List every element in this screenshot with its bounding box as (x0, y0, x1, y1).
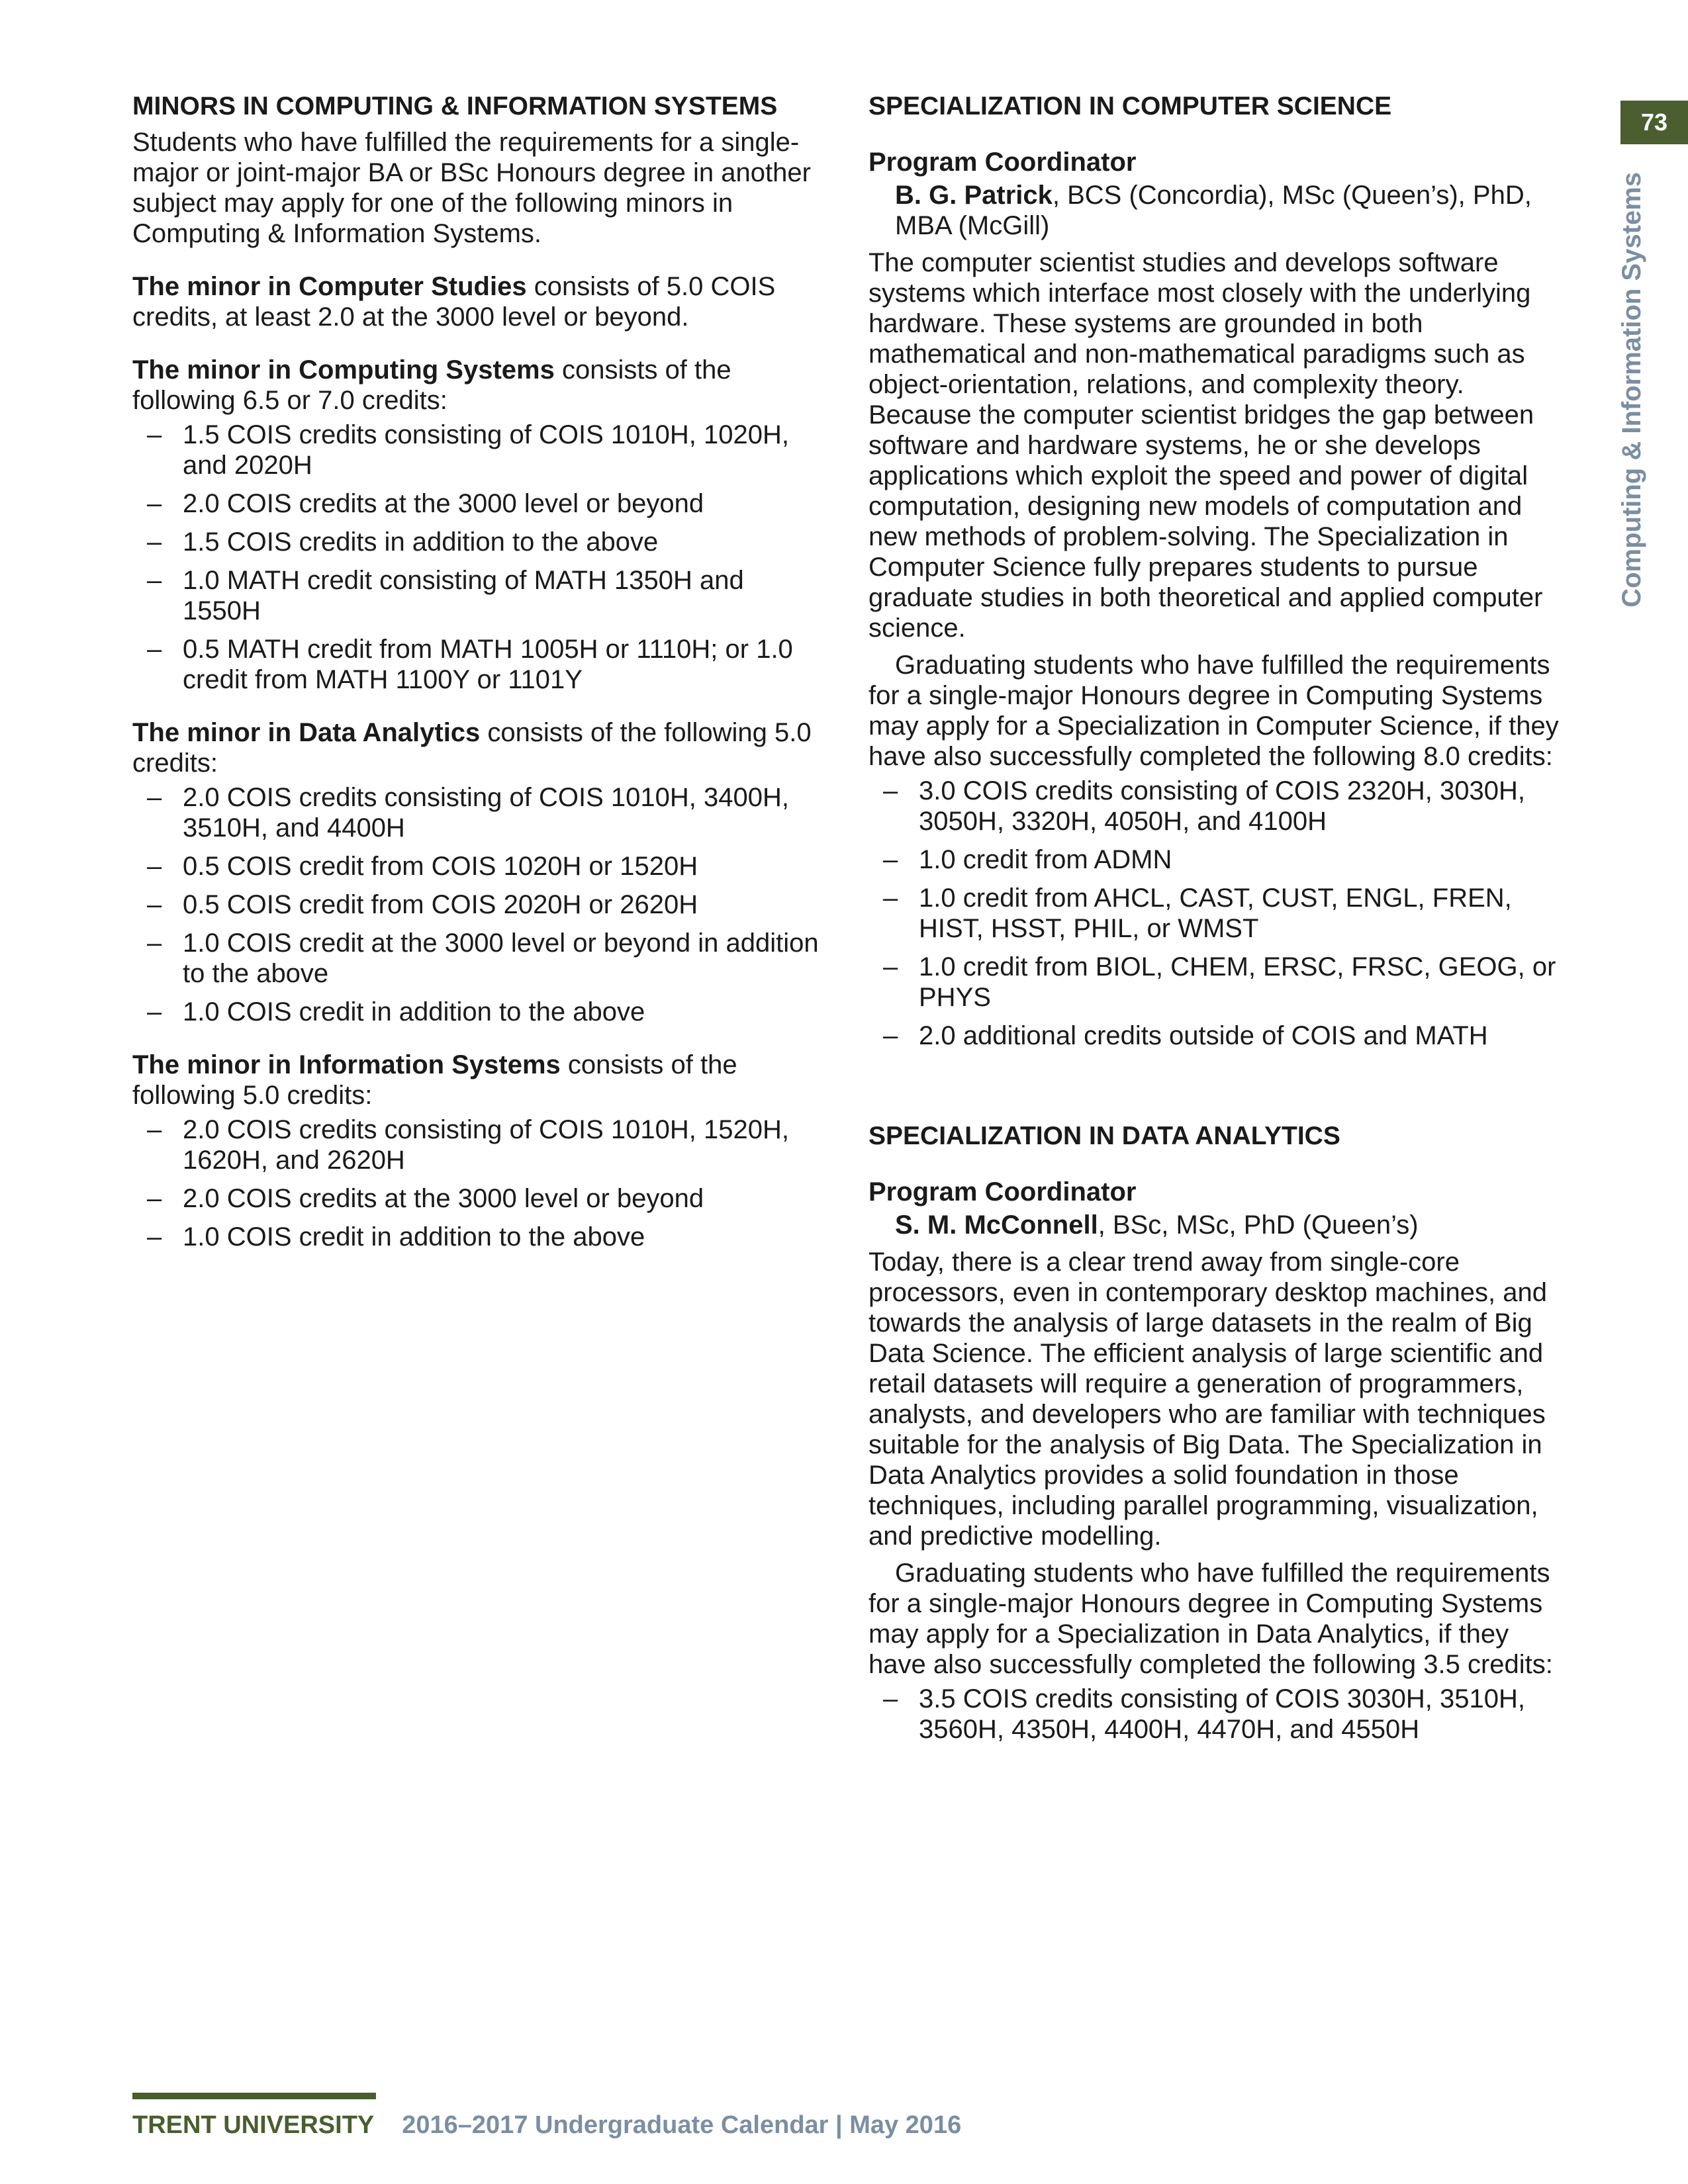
list-item: – 0.5 COIS credit from COIS 2020H or 2620H (132, 889, 827, 920)
minor-computing-systems-text: consists of the following 6.5 or 7.0 credits: (132, 355, 731, 415)
cs-coordinator-credentials: , BCS (Concordia), MSc (Queen’s), PhD, MBA (McGill) (895, 181, 1532, 240)
minor-computing-systems (132, 355, 827, 416)
right-column (868, 91, 1565, 1767)
list-item: – 2.0 COIS credits at the 3000 level or beyond (132, 488, 827, 519)
da-coordinator-label: Program Coordinator (868, 1177, 1137, 1206)
minor-information-systems-text: consists of the following 5.0 credits: (132, 1050, 737, 1110)
footer-calendar: 2016–2017 Undergraduate Calendar | May 2016 (402, 2111, 962, 2139)
list-item: – 1.0 credit from BIOL, CHEM, ERSC, FRSC, GEOG, or PHYS (868, 952, 1565, 1013)
list-item: – 1.5 COIS credits in addition to the above (132, 527, 827, 557)
footer-rule (132, 2093, 376, 2099)
minors-intro: Students who have fulfilled the requirements for a single-major or joint-major BA or BSc Honours degree in another subject may apply for one of the following minors in Computing & Information Systems. (132, 128, 811, 248)
list-item: – 2.0 additional credits outside of COIS and MATH (868, 1021, 1565, 1051)
list-item: – 1.5 COIS credits consisting of COIS 1010H, 1020H, and 2020H (132, 420, 827, 480)
cs-coordinator (895, 180, 1565, 241)
list-item: – 2.0 COIS credits at the 3000 level or beyond (132, 1183, 827, 1214)
da-coordinator-name: S. M. McConnell (895, 1210, 1098, 1240)
minor-computing-systems-title: The minor in Computing Systems (132, 355, 555, 385)
minor-information-systems-title: The minor in Information Systems (132, 1050, 561, 1079)
da-requirements-list (868, 1684, 1565, 1745)
cs-specialization-heading: SPECIALIZATION IN COMPUTER SCIENCE (868, 92, 1392, 120)
cs-description: The computer scientist studies and develops software systems which interface most closely with the underlying hardware. These systems are grounded in both mathematical and non-mathematical paradigms such as object-orientation, relations, and complexity theory. Because the computer scientist bridges the gap between software and hardware systems, he or she develops applications which exploit the speed and power of digital computation, designing new models of computation and new methods of problem-solving. The Specialization in Computer Science fully prepares students to pursue graduate studies in both theoretical and applied computer science. (868, 248, 1543, 643)
computing-systems-list (132, 420, 827, 695)
information-systems-list (132, 1115, 827, 1252)
page-footer (132, 2111, 961, 2140)
da-description: Today, there is a clear trend away from single-core processors, even in contemporary desktop machines, and towards the analysis of large datasets in the realm of Big Data Science. The efficient analysis of large scientific and retail datasets will require a generation of programmers, analysts, and developers who are familiar with techniques suitable for the analysis of Big Data. The Specialization in Data Analytics provides a solid foundation in those techniques, including parallel programming, visualization, and predictive modelling. (868, 1248, 1547, 1551)
minor-information-systems (132, 1050, 827, 1111)
minor-computer-studies (132, 271, 827, 332)
page-number-tab (1620, 101, 1688, 144)
da-requirements-intro: Graduating students who have fulfilled the requirements for a single-major Honours degree in Computing Systems may apply for a Specialization in Data Analytics, if they have also successfully completed the following 3.5 credits: (868, 1559, 1553, 1679)
da-coordinator-credentials: , BSc, MSc, PhD (Queen’s) (1098, 1210, 1419, 1240)
list-item: – 3.5 COIS credits consisting of COIS 3030H, 3510H, 3560H, 4350H, 4400H, 4470H, and 4550H (868, 1684, 1565, 1745)
list-item: – 0.5 MATH credit from MATH 1005H or 1110H; or 1.0 credit from MATH 1100Y or 1101Y (132, 634, 827, 695)
minor-computer-studies-title: The minor in Computer Studies (132, 272, 527, 301)
list-item: – 2.0 COIS credits consisting of COIS 1010H, 1520H, 1620H, and 2620H (132, 1115, 827, 1175)
minor-data-analytics-text: consists of the following 5.0 credits: (132, 718, 812, 778)
list-item: – 1.0 credit from ADMN (868, 844, 1565, 875)
cs-coordinator-name: B. G. Patrick (895, 181, 1053, 210)
list-item: – 1.0 COIS credit at the 3000 level or beyond in addition to the above (132, 928, 827, 989)
cs-requirements-intro: Graduating students who have fulfilled the requirements for a single-major Honours degree in Computing Systems may apply for a Specialization in Computer Science, if they have also successfully completed the following 8.0 credits: (868, 651, 1559, 771)
cs-coordinator-label: Program Coordinator (868, 148, 1137, 177)
list-item: – 1.0 MATH credit consisting of MATH 1350H and 1550H (132, 565, 827, 626)
left-column (132, 91, 827, 1275)
minor-computer-studies-text: consists of 5.0 COIS credits, at least 2.0 at the 3000 level or beyond. (132, 272, 776, 332)
footer-university: TRENT UNIVERSITY (132, 2111, 375, 2139)
da-specialization-heading: SPECIALIZATION IN DATA ANALYTICS (868, 1122, 1340, 1150)
page-number: 73 (1640, 109, 1668, 136)
minor-data-analytics (132, 717, 827, 778)
list-item: – 0.5 COIS credit from COIS 1020H or 1520H (132, 851, 827, 882)
data-analytics-list (132, 782, 827, 1027)
da-coordinator (895, 1210, 1565, 1240)
list-item: – 1.0 COIS credit in addition to the above (132, 1222, 827, 1252)
minors-heading: MINORS IN COMPUTING & INFORMATION SYSTEMS (132, 92, 778, 120)
list-item: – 3.0 COIS credits consisting of COIS 2320H, 3030H, 3050H, 3320H, 4050H, and 4100H (868, 776, 1565, 837)
section-side-title: Computing & Information Systems (1617, 172, 1646, 608)
list-item: – 1.0 credit from AHCL, CAST, CUST, ENGL, FREN, HIST, HSST, PHIL, or WMST (868, 883, 1565, 944)
list-item: – 2.0 COIS credits consisting of COIS 1010H, 3400H, 3510H, and 4400H (132, 782, 827, 843)
minor-data-analytics-title: The minor in Data Analytics (132, 718, 481, 747)
list-item: – 1.0 COIS credit in addition to the above (132, 997, 827, 1027)
cs-requirements-list (868, 776, 1565, 1051)
